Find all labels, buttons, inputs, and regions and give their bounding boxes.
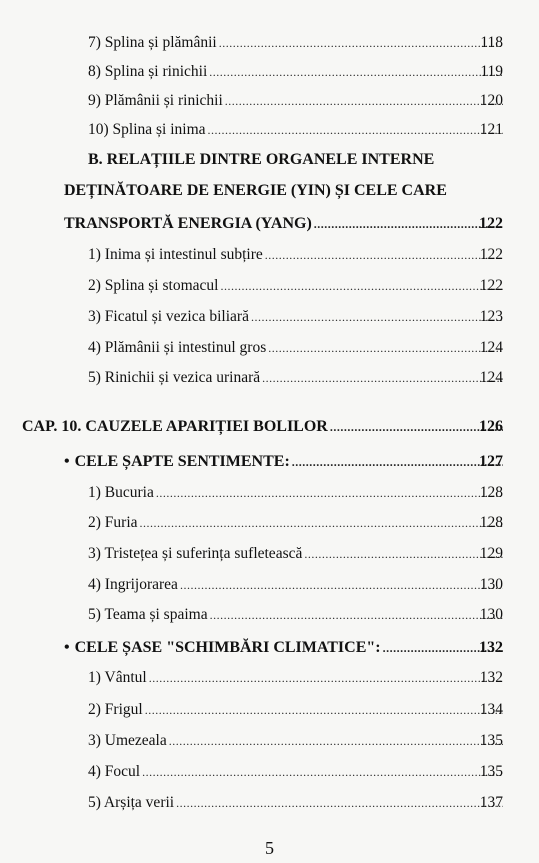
toc-dot-leader	[149, 668, 503, 688]
toc-entry-page: 121	[479, 121, 503, 138]
toc-dot-leader	[169, 731, 503, 751]
toc-entry-page: 124	[479, 369, 503, 386]
toc-entry-page: 129	[479, 545, 503, 562]
toc-dot-leader	[209, 62, 503, 82]
toc-dot-leader	[145, 700, 503, 720]
toc-entry-page: 135	[479, 763, 503, 780]
toc-entry	[88, 245, 503, 265]
toc-entry-label: 9) Plămânii și rinichii	[88, 92, 223, 109]
toc-entry-page: 119	[480, 63, 503, 80]
toc-entry-label: 2) Splina și stomacul	[88, 277, 219, 294]
chapter-title: CAP. 10. CAUZELE APARIȚIEI BOLILOR	[22, 418, 328, 435]
toc-entry-page: 128	[479, 484, 503, 501]
toc-dot-leader	[142, 762, 503, 782]
toc-dot-leader	[330, 417, 503, 437]
toc-entry-label: 4) Focul	[88, 763, 141, 780]
toc-entry	[88, 731, 503, 751]
toc-entry-label: 5) Teama și spaima	[88, 606, 208, 623]
toc-entry	[88, 62, 503, 82]
toc-dot-leader	[140, 513, 503, 533]
sentiments-heading-text	[64, 452, 292, 472]
toc-entry-label: 10) Splina și inima	[88, 121, 206, 138]
toc-entry-page: 130	[479, 606, 503, 623]
toc-entry-page: 137	[479, 794, 503, 811]
toc-entry-page: 134	[479, 701, 503, 718]
toc-dot-leader	[251, 307, 503, 327]
toc-entry-page: 132	[479, 669, 503, 686]
toc-entry	[88, 338, 503, 358]
toc-entry-label: 1) Inima și intestinul subțire	[88, 246, 263, 263]
section-b-heading-line3	[64, 214, 503, 234]
toc-entry	[88, 575, 503, 595]
section-b-heading-line2: DEȚINĂTOARE DE ENERGIE (YIN) ȘI CELE CARE	[64, 182, 447, 199]
bullet-icon: •	[64, 639, 70, 656]
toc-dot-leader	[292, 452, 503, 472]
toc-dot-leader	[210, 605, 503, 625]
toc-entry-label: 2) Furia	[88, 514, 138, 531]
page-number: 5	[265, 838, 274, 858]
toc-dot-leader	[265, 245, 503, 265]
toc-entry	[88, 276, 503, 296]
toc-dot-leader	[176, 793, 503, 813]
toc-entry-page: 135	[479, 732, 503, 749]
toc-dot-leader	[156, 483, 503, 503]
toc-entry-page: 130	[479, 576, 503, 593]
toc-entry-page: 118	[480, 34, 503, 51]
toc-entry-page: 127	[479, 453, 503, 470]
toc-entry-label: 3) Ficatul și vezica biliară	[88, 308, 249, 325]
toc-entry	[88, 33, 503, 53]
toc-entry-page: 124	[479, 339, 503, 356]
toc-entry	[88, 307, 503, 327]
chapter-heading	[22, 417, 503, 437]
toc-dot-leader	[219, 33, 503, 53]
toc-entry-label: 3) Umezeala	[88, 732, 167, 749]
toc-entry-label: 2) Frigul	[88, 701, 143, 718]
toc-entry-label: 5) Arșița verii	[88, 794, 175, 811]
toc-entry-label: 1) Vântul	[88, 669, 147, 686]
toc-entry	[88, 120, 503, 140]
toc-entry-page: 122	[479, 215, 503, 232]
toc-dot-leader	[220, 276, 503, 296]
sentiments-heading	[64, 452, 503, 472]
toc-entry-page: 122	[479, 277, 503, 294]
toc-entry-label: 3) Tristețea și suferința sufletească	[88, 545, 303, 562]
climatic-heading-label: CELE ȘASE "SCHIMBĂRI CLIMATICE":	[74, 639, 381, 656]
toc-dot-leader	[225, 91, 503, 111]
chapter-page: 126	[479, 418, 503, 435]
climatic-heading-text	[64, 638, 383, 658]
toc-entry-page: 120	[479, 92, 503, 109]
toc-entry-page: 122	[479, 246, 503, 263]
toc-entry	[88, 368, 503, 388]
toc-entry	[88, 793, 503, 813]
toc-entry-label: 1) Bucuria	[88, 484, 154, 501]
toc-entry	[88, 668, 503, 688]
toc-entry	[88, 700, 503, 720]
toc-dot-leader	[268, 338, 503, 358]
toc-dot-leader	[208, 120, 503, 140]
toc-dot-leader	[304, 544, 503, 564]
toc-entry	[88, 483, 503, 503]
section-b-heading-line1: B. RELAȚIILE DINTRE ORGANELE INTERNE	[88, 151, 435, 168]
toc-entry	[88, 605, 503, 625]
toc-entry	[88, 513, 503, 533]
toc-entry-page: 128	[479, 514, 503, 531]
toc-entry-label: 4) Plămânii și intestinul gros	[88, 339, 267, 356]
toc-entry-page: 132	[479, 639, 503, 656]
toc-entry-label: 5) Rinichii și vezica urinară	[88, 369, 261, 386]
toc-entry-label: TRANSPORTĂ ENERGIA (YANG)	[64, 215, 312, 232]
toc-entry	[88, 91, 503, 111]
toc-entry-label: 4) Ingrijorarea	[88, 576, 178, 593]
bullet-icon: •	[64, 453, 70, 470]
toc-entry	[88, 762, 503, 782]
toc-entry-label: 7) Splina și plămânii	[88, 34, 217, 51]
toc-entry	[88, 544, 503, 564]
toc-entry-label: 8) Splina și rinichii	[88, 63, 208, 80]
sentiments-heading-label: CELE ȘAPTE SENTIMENTE:	[74, 453, 290, 470]
climatic-heading	[64, 638, 503, 658]
toc-entry-page: 123	[479, 308, 503, 325]
toc-dot-leader	[314, 214, 503, 234]
toc-dot-leader	[180, 575, 503, 595]
toc-dot-leader	[262, 368, 503, 388]
